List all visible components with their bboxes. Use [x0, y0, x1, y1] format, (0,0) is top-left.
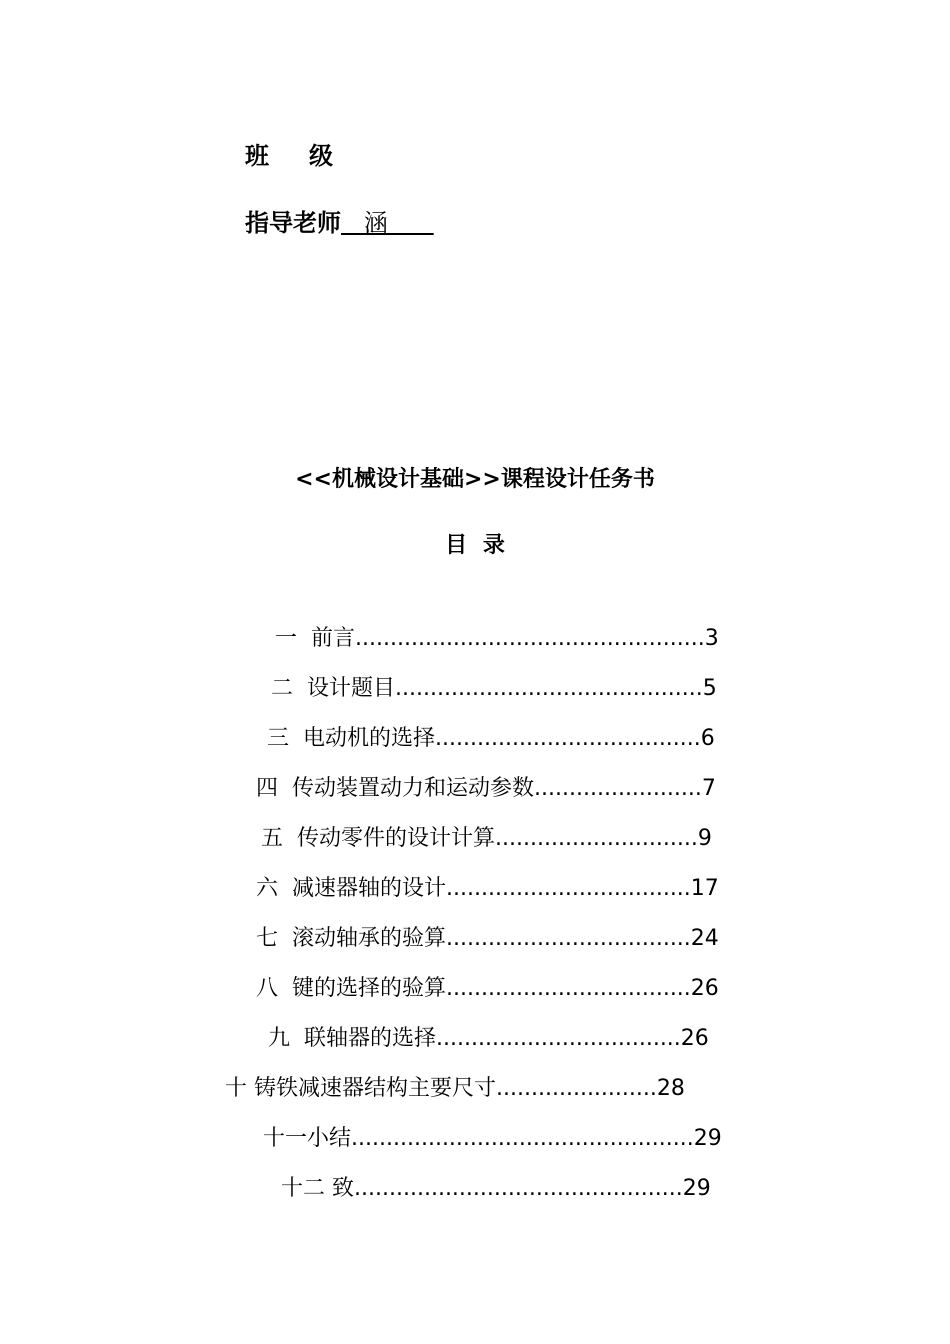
toc-page: 3 — [704, 626, 719, 651]
class-label-a: 班 — [245, 142, 269, 170]
toc-title: 致 — [332, 1176, 355, 1201]
toc-leader: ............................. — [495, 826, 698, 851]
toc-item[interactable] — [256, 778, 716, 800]
toc-title: 铸铁减速器结构主要尺寸 — [254, 1076, 497, 1101]
toc-number: 十二 — [281, 1176, 326, 1201]
toc-leader: ....................... — [496, 1076, 657, 1101]
toc-page: 29 — [682, 1176, 711, 1201]
toc-leader: .................................................. — [355, 626, 705, 651]
toc-leader: ................................... — [446, 976, 691, 1001]
toc-number: 一 — [275, 626, 298, 651]
toc-number: 三 — [267, 726, 290, 751]
toc-item[interactable] — [268, 1028, 709, 1050]
toc-leader: ...................................... — [435, 726, 701, 751]
toc-page: 26 — [690, 976, 719, 1001]
toc-title: 传动装置动力和运动参数 — [292, 776, 535, 801]
toc-title: 前言 — [311, 626, 356, 651]
toc-number: 十 — [225, 1076, 248, 1101]
toc-page: 5 — [702, 676, 717, 701]
class-field — [245, 136, 333, 171]
toc-leader: ................................................. — [351, 1126, 694, 1151]
toc-leader: ................................... — [436, 1026, 681, 1051]
toc-title: 小结 — [307, 1126, 352, 1151]
toc-title: 键的选择的验算 — [292, 976, 447, 1001]
class-label-b: 级 — [309, 142, 333, 170]
toc-number: 五 — [261, 826, 284, 851]
toc-item[interactable] — [225, 1078, 685, 1100]
toc-page: 17 — [690, 876, 719, 901]
advisor-field — [245, 203, 434, 238]
toc-page: 28 — [656, 1076, 685, 1101]
toc-page: 29 — [693, 1126, 722, 1151]
toc-heading: 目 录 — [445, 533, 505, 558]
toc-title: 传动零件的设计计算 — [297, 826, 496, 851]
toc-item[interactable] — [267, 728, 715, 750]
toc-title: 减速器轴的设计 — [292, 876, 447, 901]
toc-item[interactable] — [256, 878, 719, 900]
toc-title: 滚动轴承的验算 — [292, 926, 447, 951]
toc-item[interactable] — [271, 678, 717, 700]
toc-item[interactable] — [256, 978, 719, 1000]
toc-page: 7 — [701, 776, 716, 801]
toc-title: 设计题目 — [307, 676, 396, 701]
toc-page: 26 — [680, 1026, 709, 1051]
toc-item[interactable] — [281, 1178, 711, 1200]
toc-number: 二 — [271, 676, 294, 701]
toc-page: 9 — [697, 826, 712, 851]
toc-page: 24 — [690, 926, 719, 951]
toc-item[interactable] — [261, 828, 712, 850]
toc-title: 联轴器的选择 — [304, 1026, 437, 1051]
toc-number: 六 — [256, 876, 279, 901]
advisor-value: 涵 — [341, 209, 434, 237]
toc-page: 6 — [700, 726, 715, 751]
task-title: <<机械设计基础>>课程设计任务书 — [295, 467, 655, 492]
toc-number: 八 — [256, 976, 279, 1001]
toc-leader: ........................ — [534, 776, 702, 801]
toc-leader: ............................................ — [395, 676, 703, 701]
toc-number: 七 — [256, 926, 279, 951]
toc-item[interactable] — [275, 628, 719, 650]
advisor-label: 指导老师 — [245, 209, 341, 237]
toc-item[interactable] — [256, 928, 719, 950]
toc-item[interactable] — [263, 1128, 722, 1150]
toc-leader: ................................... — [446, 926, 691, 951]
toc-title: 电动机的选择 — [303, 726, 436, 751]
toc-number: 四 — [256, 776, 279, 801]
toc-leader: ................................... — [446, 876, 691, 901]
toc-number: 九 — [268, 1026, 291, 1051]
toc-leader: ............................................... — [354, 1176, 683, 1201]
toc-number: 十一 — [263, 1126, 308, 1151]
